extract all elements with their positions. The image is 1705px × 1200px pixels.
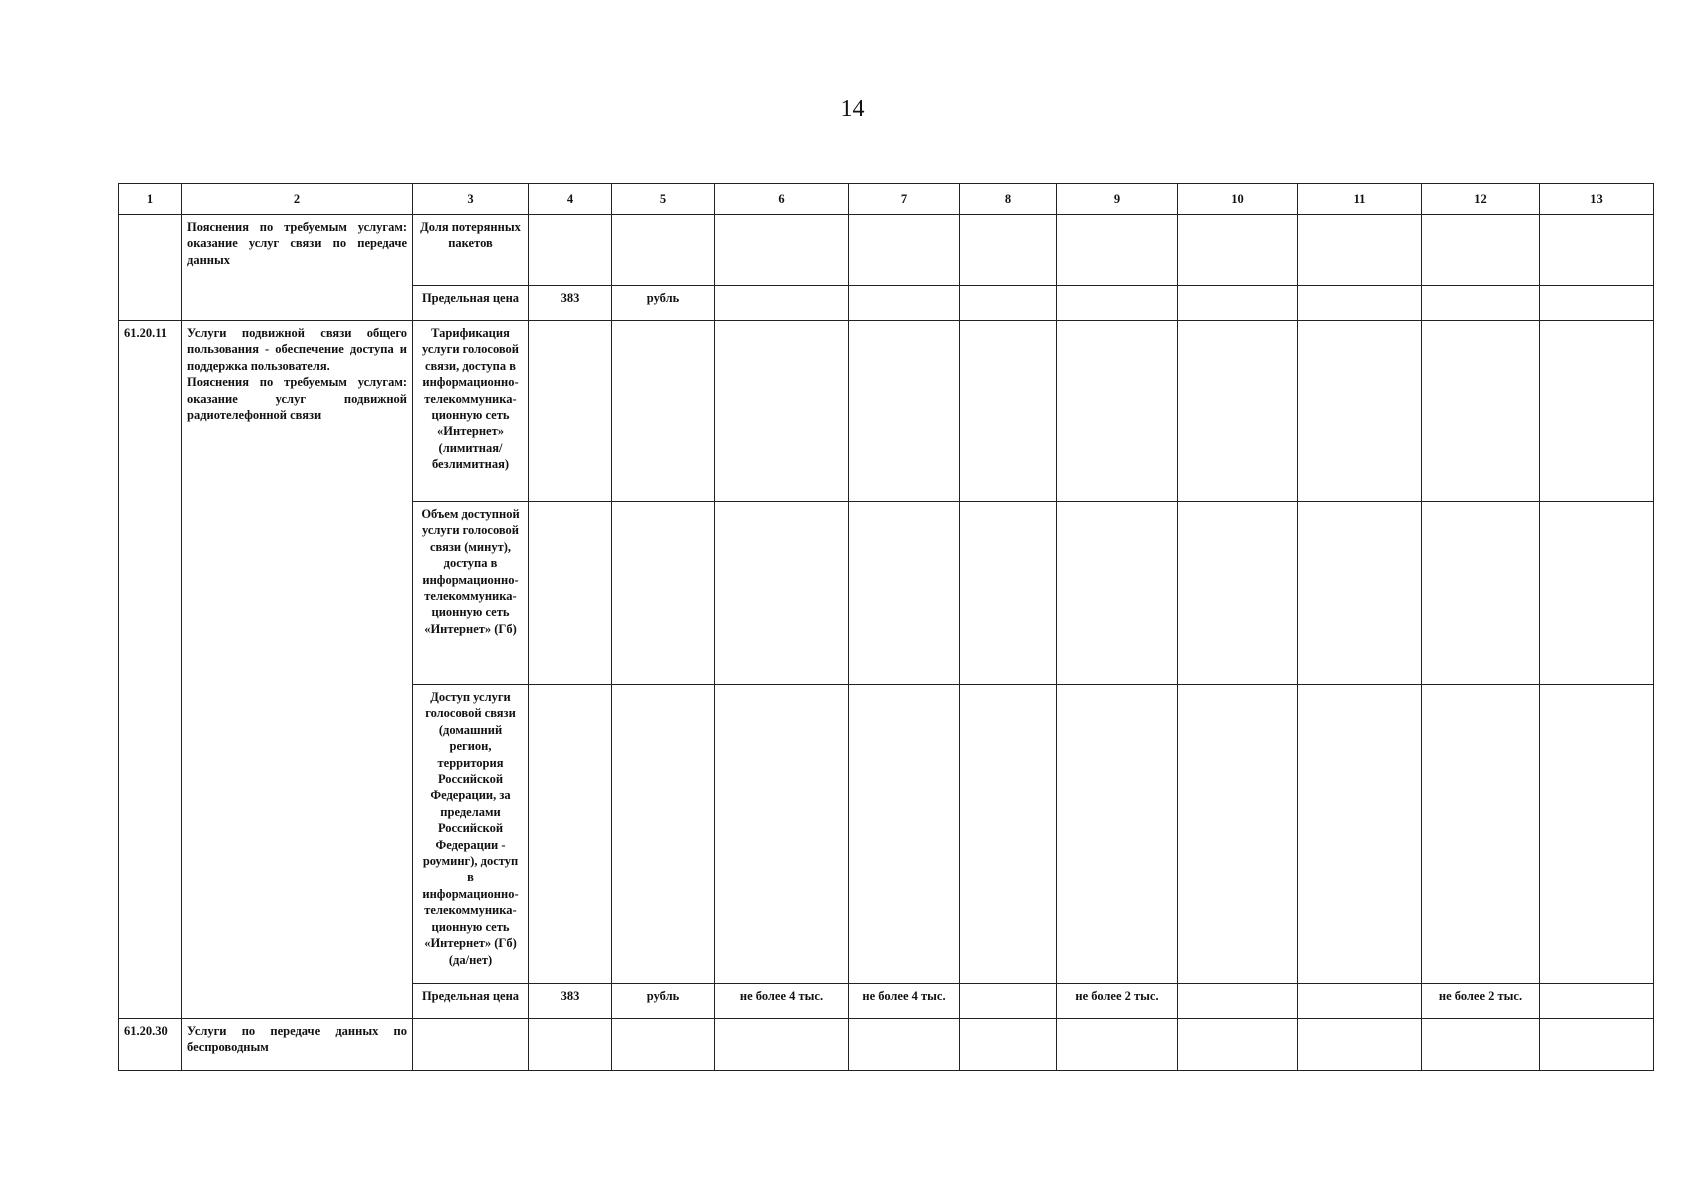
limit-cell-12: не более 2 тыс. — [1422, 984, 1540, 1019]
header-cell-7: 7 — [849, 184, 960, 215]
cell — [960, 1019, 1057, 1071]
cell — [529, 685, 612, 984]
price-value: 383 — [529, 984, 612, 1019]
header-cell-8: 8 — [960, 184, 1057, 215]
header-cell-2: 2 — [182, 184, 413, 215]
cell — [715, 1019, 849, 1071]
document-table — [118, 183, 1654, 1071]
limit-cell-9: не более 2 тыс. — [1057, 984, 1178, 1019]
limit-cell-7: не более 4 тыс. — [849, 984, 960, 1019]
description-line: Пояснения по требуемым услугам: оказание услуг подвижной радиотелефонной связи — [187, 375, 407, 423]
service-code: 61.20.11 — [119, 321, 182, 1019]
cell — [529, 1019, 612, 1071]
cell — [715, 321, 849, 502]
service-description: Услуги по передаче данных по беспроводным — [182, 1019, 413, 1071]
cell — [1057, 215, 1178, 286]
cell — [1298, 286, 1422, 321]
cell — [715, 215, 849, 286]
service-description: Пояснения по требуемым услугам: оказание услуг связи по передаче данных — [182, 215, 413, 321]
indicator-volume: Объем доступной услуги голосовой связи (минут), доступа в информационно-телекоммуника-ционную сеть «Интернет» (Гб) — [413, 502, 529, 685]
cell — [1298, 321, 1422, 502]
indicator-access: Доступ услуги голосовой связи (домашний регион, территория Российской Федерации, за пределами Российской Федерации - роуминг), доступ в информационно-телекоммуника-ционную сеть «Интернет» (Гб) (да/нет) — [413, 685, 529, 984]
cell — [1422, 685, 1540, 984]
cell — [1178, 321, 1298, 502]
indicator-packet-loss: Доля потерянных пакетов — [413, 215, 529, 286]
cell — [960, 321, 1057, 502]
cell — [529, 502, 612, 685]
limit-cell-10 — [1178, 984, 1298, 1019]
table-row-wireless-data — [119, 1019, 1654, 1071]
cell — [1422, 502, 1540, 685]
header-cell-4: 4 — [529, 184, 612, 215]
limit-cell-13 — [1540, 984, 1654, 1019]
cell — [1540, 321, 1654, 502]
cell — [849, 215, 960, 286]
indicator-price-limit: Предельная цена — [413, 984, 529, 1019]
cell — [1178, 502, 1298, 685]
cell — [1178, 215, 1298, 286]
cell — [715, 502, 849, 685]
cell — [1298, 1019, 1422, 1071]
cell — [1540, 1019, 1654, 1071]
header-cell-10: 10 — [1178, 184, 1298, 215]
cell — [413, 1019, 529, 1071]
header-cell-13: 13 — [1540, 184, 1654, 215]
cell — [715, 685, 849, 984]
cell — [1178, 286, 1298, 321]
header-cell-9: 9 — [1057, 184, 1178, 215]
limit-cell-6: не более 4 тыс. — [715, 984, 849, 1019]
cell — [1540, 685, 1654, 984]
header-cell-6: 6 — [715, 184, 849, 215]
cell — [1540, 215, 1654, 286]
cell — [1057, 286, 1178, 321]
cell — [849, 502, 960, 685]
description-line: Услуги подвижной связи общего пользования - обеспечение доступа и поддержка пользователя. — [187, 326, 407, 373]
limit-cell-11 — [1298, 984, 1422, 1019]
cell — [1422, 286, 1540, 321]
table-row-packet-loss — [119, 215, 1654, 286]
cell — [849, 286, 960, 321]
cell — [1057, 685, 1178, 984]
cell — [1298, 502, 1422, 685]
limit-cell-8 — [960, 984, 1057, 1019]
cell — [1422, 215, 1540, 286]
code-cell-empty — [119, 215, 182, 321]
cell — [960, 685, 1057, 984]
cell — [1057, 321, 1178, 502]
cell — [849, 1019, 960, 1071]
cell — [960, 286, 1057, 321]
price-unit: рубль — [612, 984, 715, 1019]
cell — [612, 321, 715, 502]
header-cell-1: 1 — [119, 184, 182, 215]
cell — [849, 685, 960, 984]
cell — [960, 502, 1057, 685]
cell — [1540, 286, 1654, 321]
cell — [1178, 1019, 1298, 1071]
indicator-price-limit: Предельная цена — [413, 286, 529, 321]
cell — [960, 215, 1057, 286]
service-description — [182, 321, 413, 1019]
cell — [1298, 685, 1422, 984]
cell — [612, 502, 715, 685]
cell — [612, 215, 715, 286]
service-code: 61.20.30 — [119, 1019, 182, 1071]
cell — [612, 1019, 715, 1071]
table-row-tariff — [119, 321, 1654, 502]
price-unit: рубль — [612, 286, 715, 321]
header-cell-5: 5 — [612, 184, 715, 215]
cell — [849, 321, 960, 502]
cell — [1422, 321, 1540, 502]
header-cell-12: 12 — [1422, 184, 1540, 215]
cell — [715, 286, 849, 321]
cell — [529, 321, 612, 502]
header-cell-3: 3 — [413, 184, 529, 215]
indicator-tariff: Тарификация услуги голосовой связи, доступа в информационно-телекоммуника-ционную сеть «Интернет» (лимитная/ безлимитная) — [413, 321, 529, 502]
cell — [1178, 685, 1298, 984]
cell — [1540, 502, 1654, 685]
cell — [1057, 1019, 1178, 1071]
price-value: 383 — [529, 286, 612, 321]
header-row — [119, 184, 1654, 215]
cell — [529, 215, 612, 286]
cell — [1057, 502, 1178, 685]
header-cell-11: 11 — [1298, 184, 1422, 215]
cell — [1298, 215, 1422, 286]
cell — [1422, 1019, 1540, 1071]
page-number: 14 — [840, 96, 865, 122]
cell — [612, 685, 715, 984]
